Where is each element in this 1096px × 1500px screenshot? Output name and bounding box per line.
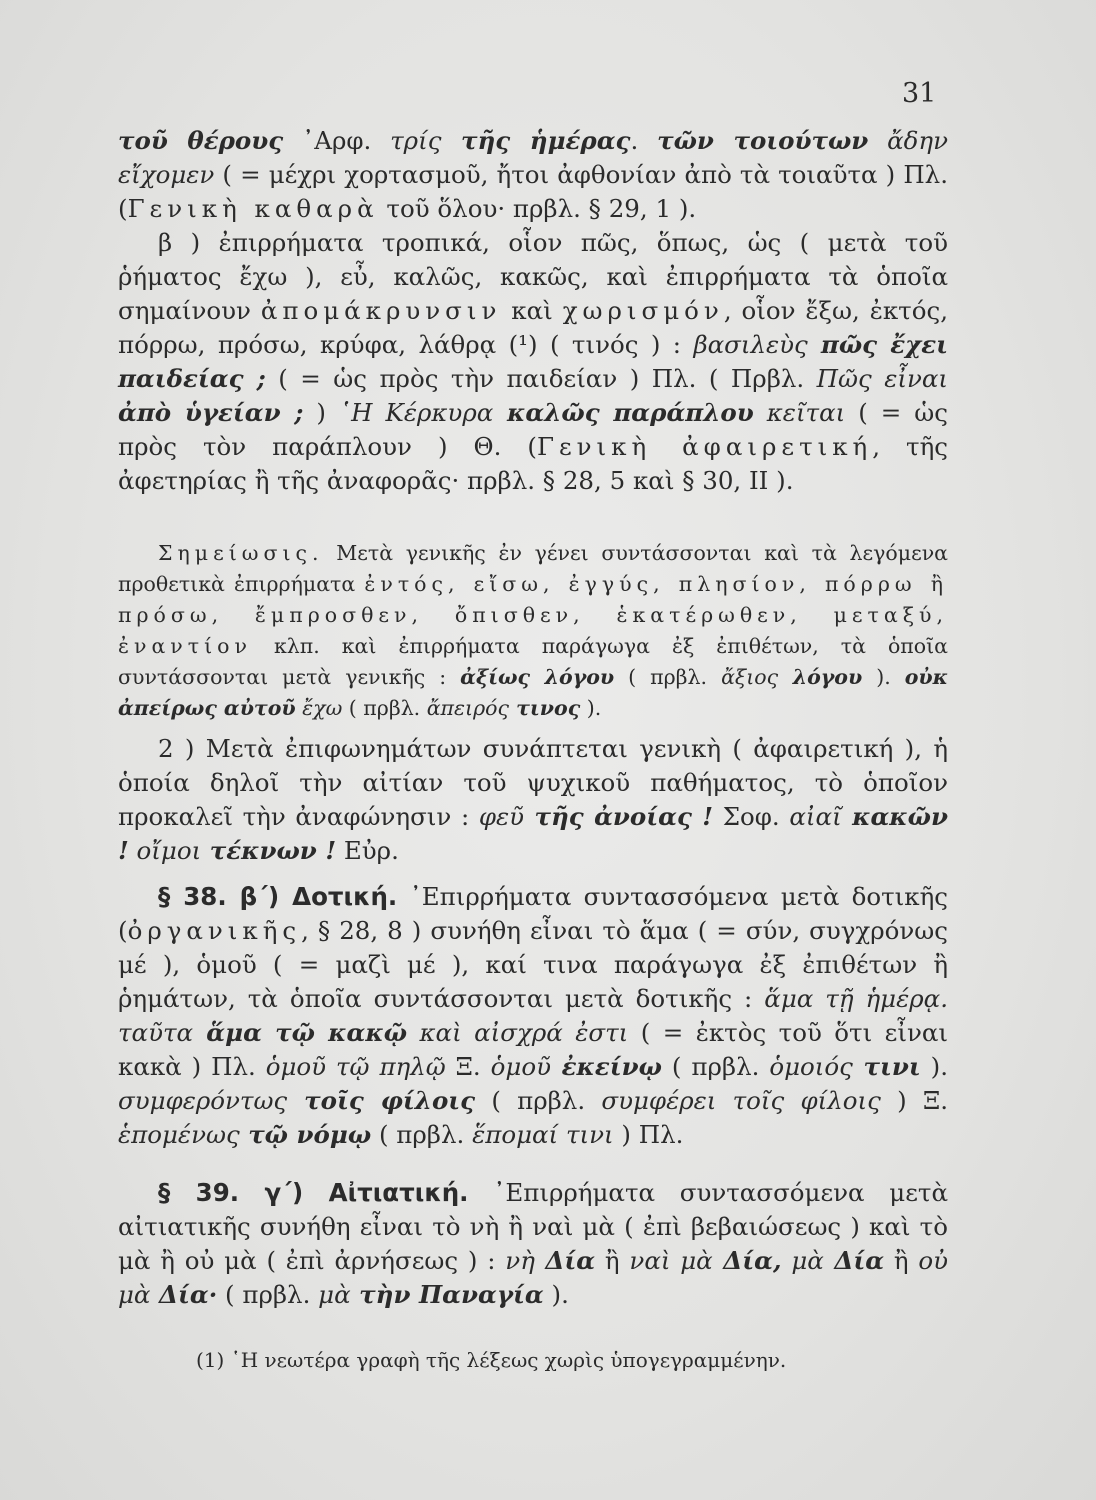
text-span: τὴν Παναγία <box>350 1280 544 1309</box>
text-span: οὐκ ἀπείρως αὐτοῦ <box>118 665 948 720</box>
text-span: Εὐρ. <box>336 836 399 865</box>
text-span: καλῶς παράπλου <box>493 398 754 427</box>
text-span: ). <box>543 1280 569 1309</box>
page-number: 31 <box>902 78 937 109</box>
text-span: ἅμα τῇ ἡμέρᾳ. ταῦτα <box>118 984 948 1047</box>
text-span: καὶ <box>501 296 563 325</box>
text-span: συμφέρει τοῖς φίλοις <box>601 1086 881 1115</box>
text-span: β ) ἐπιρρήματα τροπικά, οἷον πῶς, ὅπως, ὡς ( μετὰ τοῦ ῥήματος ἔχω ), εὖ, καλῶς, κακῶς, καὶ ἐπιρρήματα τὰ ὁποῖα σημαίνουν <box>118 228 948 325</box>
text-span: τῶν τοιούτων <box>657 126 869 155</box>
text-span: τοῦ θέρους <box>118 126 284 155</box>
text-span: πῶς ἔχει παιδείας ; <box>118 330 948 393</box>
text-span: ἐντός, εἴσω, ἐγγύς, πλησίον, πόρρω ἢ πρόσω, ἔμπροσθεν, ὄπισθεν, ἑκατέρωθεν, μεταξύ, ἐναντίον <box>118 572 949 658</box>
text-span: ἕπομαί τινι <box>472 1120 614 1149</box>
text-span: . <box>630 126 658 155</box>
text-span: ἀπὸ ὑγείαν ; <box>118 398 304 427</box>
text-span: οὐ μὰ <box>118 1246 948 1309</box>
text-span: τινι <box>852 1052 921 1081</box>
text-span: ᾿Επιρρήματα συντασσόμενα μετὰ αἰτιατικῆς συνήθη εἶναι τὸ νὴ ἢ ναὶ μὰ ( ἐπὶ βεβαιώσεως ) καὶ τὸ μὰ ἢ οὐ μὰ ( ἐπὶ ἀρνήσεως ) : <box>118 1178 948 1275</box>
footnote: (1) ῾Η νεωτέρα γραφὴ τῆς λέξεως χωρὶς ὑπογεγραμμένην. <box>196 1348 787 1372</box>
text-span: ( πρβλ. <box>342 696 427 720</box>
text-span: ἀπομάκρυνσιν <box>260 296 502 325</box>
text-span: τινος <box>508 696 581 720</box>
text-span: ἢ <box>884 1246 919 1275</box>
text-span: ὁμοῦ τῷ πηλῷ <box>265 1052 446 1081</box>
text-span: ) Πλ. <box>613 1120 684 1149</box>
text-span: μὰ <box>318 1280 351 1309</box>
text-span: Δία <box>823 1246 885 1275</box>
text-span: οἴμοι <box>128 836 202 865</box>
text-span: ( = ὡς πρὸς τὸν παράπλουν ) Θ. ( <box>118 398 948 461</box>
text-span: ). <box>580 696 602 720</box>
text-span: Γενικὴ καθαρὰ <box>127 194 379 223</box>
text-span: ( πρβλ. <box>475 1086 602 1115</box>
text-span: ῾Η Κέρκυρα <box>338 398 494 427</box>
text-span: τέκνων ! <box>201 836 337 865</box>
text-span: Δία, <box>712 1246 782 1275</box>
text-span: τοῖς φίλοις <box>287 1086 476 1115</box>
text-span: ἑπομένως <box>118 1120 240 1149</box>
text-span: κλπ. καὶ ἐπιρρήματα παράγωγα ἐξ ἐπιθέτων, τὰ ὁποῖα συντάσσονται μετὰ γενικῆς : <box>118 634 948 689</box>
text-span: τῆς ἀνοίας ! <box>524 802 714 831</box>
text-span: ( = ὡς πρὸς τὴν παιδείαν ) Πλ. ( Πρβλ. <box>265 364 817 393</box>
text-span: Γενικὴ ἀφαιρετική <box>536 432 873 461</box>
text-span: ᾿Επιρρήματα συντασσόμενα μετὰ δοτικῆς ( <box>118 882 949 945</box>
text-span: ( = μέχρι χορτασμοῦ, ἤτοι ἀφθονίαν ἀπὸ τὰ τοιαῦτα ) Πλ. ( <box>118 160 948 223</box>
text-span: ) <box>303 398 339 427</box>
text-span: Σοφ. <box>713 802 790 831</box>
section-heading: § 38. β΄) Δοτική. <box>158 882 398 911</box>
text-span: ἀξίως λόγου <box>460 665 615 689</box>
section-heading: § 39. γ΄) Αἰτιατική. <box>158 1178 469 1207</box>
note-heading: Σημείωσις. <box>158 541 324 565</box>
text-span: ὁμοιός <box>769 1052 853 1081</box>
text-span: τῆς ἡμέρας <box>441 126 631 155</box>
paragraph-genitive-time <box>118 124 948 498</box>
text-span: ἄδην εἴχομεν <box>118 126 948 189</box>
text-span: Ξ. <box>445 1052 491 1081</box>
text-span: καὶ αἰσχρά ἐστι <box>407 1018 629 1047</box>
text-span: Πῶς εἶναι <box>816 364 949 393</box>
text-span: 2 ) Μετὰ ἐπιφωνημάτων συνάπτεται γενικὴ ( ἀφαιρετική ), ἡ ὁποία δηλοῖ τὴν αἰτίαν τοῦ ψυχικοῦ παθήματος, τὸ ὁποῖον προκαλεῖ τὴν ἀναφώνησιν : <box>118 734 948 831</box>
text-span: τρίς <box>390 126 442 155</box>
text-span: ( πρβλ. <box>614 665 722 689</box>
text-span: συμφερόντως <box>118 1086 288 1115</box>
text-span: λόγου <box>778 665 863 689</box>
text-span: ἄξιος <box>721 665 779 689</box>
text-span: κακῶν ! <box>118 802 948 865</box>
text-span: τῷ νόμῳ <box>239 1120 372 1149</box>
text-span: ᾿Αρφ. <box>283 126 391 155</box>
text-span: Δία· <box>150 1280 218 1309</box>
text-span: ναὶ μὰ <box>629 1246 713 1275</box>
paragraph-interjections <box>118 732 948 868</box>
text-span: ( πρβλ. <box>371 1120 473 1149</box>
text-span: μὰ <box>781 1246 824 1275</box>
text-span: ( πρβλ. <box>661 1052 770 1081</box>
text-span: ὀργανικῆς <box>127 916 302 945</box>
text-span: ( πρβλ. <box>217 1280 319 1309</box>
note-paragraph <box>118 538 948 724</box>
text-span: ἢ <box>595 1246 630 1275</box>
text-span: , § 28, 8 ) συνήθη εἶναι τὸ ἅμα ( = σύν, συγχρόνως μέ ), ὁμοῦ ( = μαζὶ μέ ), καί τινα παράγωγα ἐξ ἐπιθέτων ἢ ῥημάτων, τὰ ὁποῖα συντάσσονται μετὰ δοτικῆς : <box>118 916 948 1013</box>
text-span: ἔχω <box>295 696 343 720</box>
text-span: , τῆς ἀφετηρίας ἢ τῆς ἀναφορᾶς· πρβλ. § 28, 5 καὶ § 30, II ). <box>118 432 948 495</box>
text-span: ). <box>862 665 905 689</box>
text-span: αἰαῖ <box>789 802 842 831</box>
text-span: χωρισμόν <box>562 296 724 325</box>
paragraph-adverbs-manner <box>118 226 948 498</box>
text-span: ἐκείνῳ <box>550 1052 662 1081</box>
text-span: Δία <box>534 1246 596 1275</box>
text-span: ὁμοῦ <box>490 1052 551 1081</box>
section-39-accusative <box>118 1176 948 1312</box>
text-span: Μετὰ γενικῆς ἐν γένει συντάσσονται καὶ τὰ λεγόμενα προθετικὰ ἐπιρρήματα <box>118 541 948 596</box>
text-span: βασιλεὺς <box>693 330 808 359</box>
text-span: , οἷον ἔξω, ἐκτός, πόρρω, πρόσω, κρύφα, λάθρᾳ (¹) ( τινός ) : <box>118 296 948 359</box>
text-span: ( = ἐκτὸς τοῦ ὅτι εἶναι κακὰ ) Πλ. <box>118 1018 949 1081</box>
text-span: κεῖται <box>753 398 846 427</box>
text-span: νὴ <box>505 1246 535 1275</box>
text-span: τοῦ ὅλου· πρβλ. § 29, 1 ). <box>378 194 697 223</box>
text-span: ). <box>920 1052 948 1081</box>
text-span: ἄπειρός <box>426 696 509 720</box>
section-38-dative <box>118 880 948 1152</box>
text-span: φεῦ <box>478 802 525 831</box>
text-span: ) Ξ. <box>880 1086 948 1115</box>
text-span: ἅμα τῷ κακῷ <box>193 1018 408 1047</box>
